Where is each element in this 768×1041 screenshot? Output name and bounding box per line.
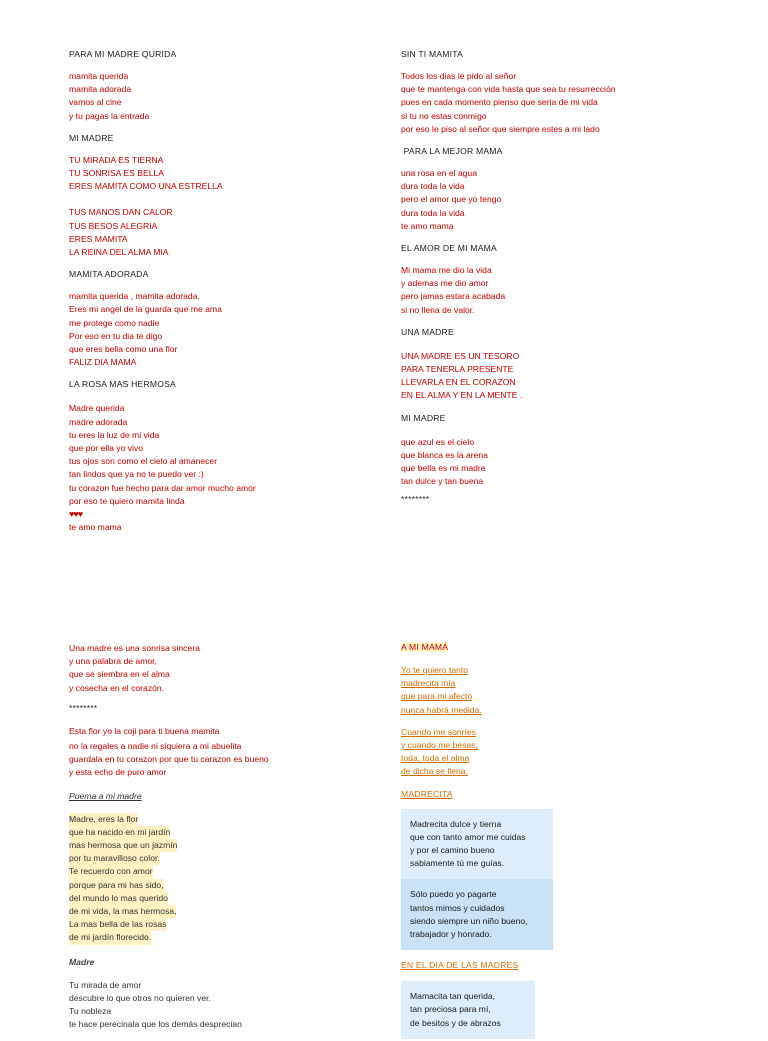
poem-title: SIN TI MAMITA xyxy=(401,49,463,59)
poem-line: LA REINA DEL ALMA MIA xyxy=(69,247,169,258)
poem-line: y una palabra de amor, xyxy=(69,656,157,667)
poem-line: tus ojos son como el cielo al amanecer xyxy=(69,456,218,467)
poem-line: dura toda la vida xyxy=(401,181,465,192)
a-mi-mama-title: A MI MAMÁ xyxy=(401,642,449,652)
poem-line: si no llena de valor. xyxy=(401,304,475,315)
poem-line: que ha nacido en mi jardín xyxy=(69,826,399,839)
poem-line: que bella es mi madre xyxy=(401,463,486,474)
poem-line: Sólo puedo yo pagarte xyxy=(410,889,497,900)
separator-stars: ******** xyxy=(69,702,98,713)
poem-line: Te recuerdo con amor xyxy=(69,865,399,878)
poem-line: de mi vida, la mas hermosa, xyxy=(69,905,399,918)
poem-line: te amo mama xyxy=(69,522,122,533)
poem-line: tan dulce y tan buena xyxy=(401,476,484,487)
hearts-icon: ♥♥♥ xyxy=(69,509,83,520)
right-top-column xyxy=(401,49,731,515)
poem-title: PARA MI MADRE QURIDA xyxy=(69,49,177,59)
poem-line: del mundo lo mas querido xyxy=(69,892,399,905)
poem-line: Yo te quiero tanto xyxy=(401,665,469,675)
poem-body xyxy=(69,402,399,534)
poem-line: TU SONRISA ES BELLA xyxy=(69,168,165,179)
poem-line: Madrecita dulce y tierna xyxy=(410,818,502,829)
poem-body xyxy=(69,290,399,369)
poem-line: y esta echo de puro amor xyxy=(69,767,167,778)
poem-line: que eres bella como una flor xyxy=(69,344,178,355)
poem-line: Madre querida xyxy=(69,403,125,414)
poem-title: UNA MADRE xyxy=(401,326,454,337)
poem-line: de besitos y de abrazos xyxy=(410,1017,501,1028)
poem-line: de dicha se llena. xyxy=(401,766,468,777)
poema-a-mi-madre-title: Poema a mi madre xyxy=(69,790,142,801)
poem-line: mamita querida xyxy=(69,71,129,81)
poem-line: La mas bella de las rosas xyxy=(69,918,399,931)
poem-line: que azul es el cielo xyxy=(401,436,475,447)
poem-body xyxy=(401,167,731,233)
poem-title: PARA LA MEJOR MAMA xyxy=(401,146,503,157)
poem-line: pues en cada momento pienso que seria de mi vida xyxy=(401,97,598,108)
poem-body xyxy=(69,154,399,194)
poem-box xyxy=(401,809,553,880)
poem-line: toda, toda el alma xyxy=(401,753,470,764)
poem-line: por tu maravilloso color. xyxy=(69,852,399,865)
poem-line: que se siembra en el alma xyxy=(69,669,170,680)
separator-stars: ******** xyxy=(401,494,430,505)
poem-line: y tu pagas la entrada xyxy=(69,110,150,121)
poem-line: una rosa en el agua xyxy=(401,168,477,179)
poem-line: mamita querida , mamita adorada. xyxy=(69,291,200,302)
poem-box xyxy=(401,879,553,950)
poem-line: TUS BESOS ALEGRIA xyxy=(69,220,158,231)
poem-line: LLEVARLA EN EL CORAZON xyxy=(401,377,516,388)
poem-line: si tu no estas conmigo xyxy=(401,110,487,121)
poem-box xyxy=(401,981,535,1039)
poem-line: PARA TENERLA PRESENTE xyxy=(401,364,514,375)
poem-line: y cosecha en el corazón. xyxy=(69,682,165,693)
poem-line: y ademas me dio amor xyxy=(401,278,489,289)
poem-line: pero el amor que yo tengo xyxy=(401,194,502,205)
poem-body xyxy=(401,664,731,717)
poem-title: EL AMOR DE MI MAMA xyxy=(401,243,497,254)
poem-body xyxy=(401,350,731,403)
poem-line: Esta flor yo la coji para ti buena mamita xyxy=(69,725,220,736)
poem-line: ERES MAMITA xyxy=(69,233,128,244)
poem-line: trabajador y honrado. xyxy=(410,929,492,940)
poem-line: TU MIRADA ES TIERNA xyxy=(69,154,164,165)
poem-line: vamos al cine xyxy=(69,97,122,108)
poem-line: sabiamente tú me guías. xyxy=(410,858,505,869)
poem-line: Madre, eres la flor xyxy=(69,813,399,826)
poem-line: nunca habrá medida. xyxy=(401,704,482,715)
poem-line: tu corazon fue hecho para dar amor mucho amor xyxy=(69,482,256,493)
poem-line: y cuando me besas, xyxy=(401,740,478,751)
poem-line: pero jamas estara acabada xyxy=(401,291,506,302)
left-bottom-column xyxy=(69,642,399,1041)
poem-line: guardala en tu corazon por que tu carazon es bueno xyxy=(69,754,269,765)
madrecita-title: MADRECITA xyxy=(401,788,453,799)
dia-de-las-madres-title: EN EL DIA DE LAS MADRES xyxy=(401,960,519,971)
poem-line: te amo mama xyxy=(401,220,454,231)
poem-line: que con tanto amor me cuidas xyxy=(410,831,526,842)
poem-line: descubre lo que otros no quieren ver. xyxy=(69,992,211,1003)
poem-line: Mi mama me dio la vida xyxy=(401,265,492,276)
poem-body xyxy=(69,206,399,259)
poem-body xyxy=(401,70,731,136)
poem-line: Una madre es una sonrisa sincera xyxy=(69,643,200,653)
poem-line: Por eso en tu dia te digo xyxy=(69,330,163,341)
poem-body xyxy=(401,436,731,489)
poem-line: mamita adorada xyxy=(69,84,132,95)
poem-line: FALIZ DIA MAMA xyxy=(69,357,137,368)
poem-line: Eres mi angel de la guarda que me ama xyxy=(69,304,222,315)
poem-body xyxy=(69,813,399,945)
poem-line: por eso le piso al señor que siempre estes a mi lado xyxy=(401,123,600,134)
poem-body xyxy=(401,264,731,317)
poem-line: ERES MAMITA COMO UNA ESTRELLA xyxy=(69,181,223,192)
poem-line: EN EL ALMA Y EN LA MENTE . xyxy=(401,390,523,401)
poem-line: madre adorada xyxy=(69,416,128,427)
poem-line: dura toda la vida xyxy=(401,207,465,218)
poem-title: MAMITA ADORADA xyxy=(69,269,149,280)
poem-title: LA ROSA MAS HERMOSA xyxy=(69,379,176,390)
poem-line: que te mantenga con vida hasta que sea tu resurrección xyxy=(401,84,616,95)
poem-body xyxy=(69,70,399,123)
poem-line: Cuando me sonríes xyxy=(401,726,476,737)
poem-line: madrecita mía xyxy=(401,678,456,689)
poem-line: que para mi afecto xyxy=(401,691,473,702)
poem-line: te hace perecinala que los demás desprecian xyxy=(69,1019,242,1030)
left-top-column xyxy=(69,49,399,544)
poem-line: no la regales a nadie ni siquiera a mi abuelita xyxy=(69,741,242,752)
poem-line: me protege como nadie xyxy=(69,317,160,328)
poem-body xyxy=(401,726,731,779)
poem-line: Tu mirada de amor xyxy=(69,979,142,990)
poem-line: tu eres la luz de mi vida xyxy=(69,429,160,440)
poem-line: siendo siempre un niño bueno, xyxy=(410,915,528,926)
madre-title: Madre xyxy=(69,956,95,967)
poem-line: de mi jardín florecido. xyxy=(69,931,399,944)
poem-line: Todos los dias le pido al señor xyxy=(401,71,517,81)
right-bottom-column xyxy=(401,642,731,1039)
poem-line: mas hermosa que un jazmín xyxy=(69,839,399,852)
poem-title: MI MADRE xyxy=(69,132,114,143)
poem-line: porque para mi has sido, xyxy=(69,879,399,892)
poem-body xyxy=(69,642,399,695)
poem-line: tan lindos que ya no te puedo ver :) xyxy=(69,469,204,480)
poem-line: UNA MADRE ES UN TESORO xyxy=(401,350,520,361)
poem-line: tan preciosa para mí, xyxy=(410,1004,491,1015)
poem-line: tantos mimos y cuidados xyxy=(410,902,505,913)
poem-line: y por el camino bueno xyxy=(410,845,495,856)
poem-body xyxy=(69,725,399,780)
poem-title: MI MADRE xyxy=(401,412,446,423)
poem-line: TUS MANOS DAN CALOR xyxy=(69,207,173,218)
poem-line: por eso te quiero mamita linda xyxy=(69,495,185,506)
poem-line: que blanca es la arena xyxy=(401,449,488,460)
poem-line: Mamacita tan querida, xyxy=(410,991,496,1002)
poem-line: que por ella yo vivo xyxy=(69,443,144,454)
poem-line: Tu nobleza xyxy=(69,1006,112,1017)
